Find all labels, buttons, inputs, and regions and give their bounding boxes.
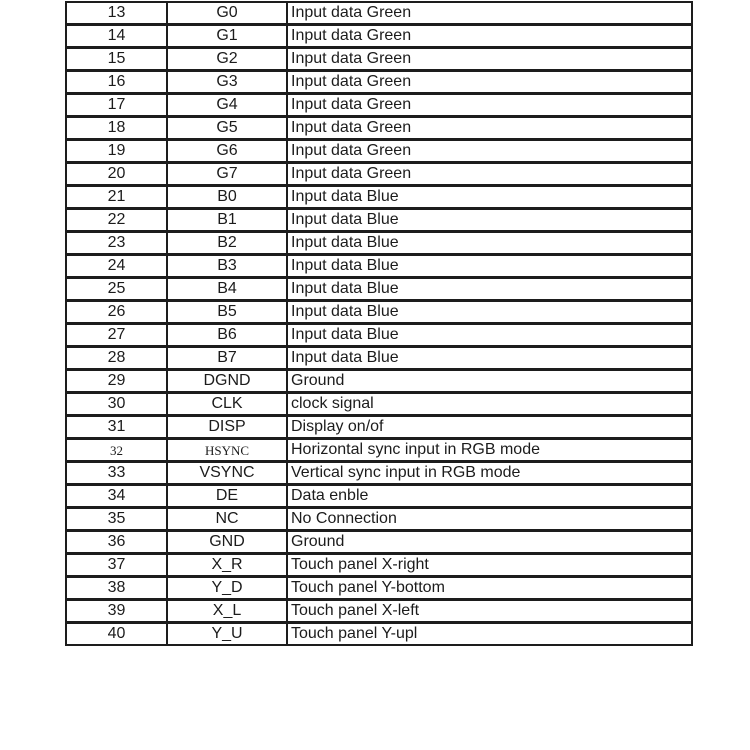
pin-description-cell: Input data Blue	[291, 303, 399, 320]
pin-description-cell: Input data Green	[291, 73, 412, 90]
pin-description-cell: Input data Green	[291, 27, 412, 44]
pin-number-cell: 40	[67, 624, 168, 644]
pin-symbol-cell: VSYNC	[168, 463, 288, 483]
pin-symbol-cell: CLK	[168, 394, 288, 414]
pin-description-cell: Touch panel Y-upl	[291, 625, 418, 642]
table-row	[65, 507, 693, 531]
table-row	[65, 185, 693, 209]
pin-symbol-cell: GND	[168, 532, 288, 552]
pin-symbol-cell: G1	[168, 26, 288, 46]
pin-description-cell: Input data Blue	[291, 211, 399, 228]
pin-symbol-cell: G6	[168, 141, 288, 161]
pin-number-cell: 30	[67, 394, 168, 414]
table-row	[65, 162, 693, 186]
pin-symbol-cell: G5	[168, 118, 288, 138]
pin-description-cell: Input data Green	[291, 96, 412, 113]
pin-description-cell: Touch panel Y-bottom	[291, 579, 445, 596]
pin-symbol-cell: X_L	[168, 601, 288, 621]
table-row	[65, 24, 693, 48]
pin-symbol-cell: G7	[168, 164, 288, 184]
table-row	[65, 1, 693, 25]
pin-description-cell: Touch panel X-left	[291, 602, 420, 619]
table-row	[65, 116, 693, 140]
pin-symbol-cell: B5	[168, 302, 288, 322]
table-row	[65, 254, 693, 278]
table-row	[65, 415, 693, 439]
pin-symbol-cell: DGND	[168, 371, 288, 391]
pin-symbol-cell: Y_U	[168, 624, 288, 644]
table-row	[65, 208, 693, 232]
pin-symbol-cell: B6	[168, 325, 288, 345]
pin-number-cell: 35	[67, 509, 168, 529]
pin-description-cell: Input data Green	[291, 142, 412, 159]
pin-number-cell: 21	[67, 187, 168, 207]
pin-number-cell: 17	[67, 95, 168, 115]
pin-number-cell: 27	[67, 325, 168, 345]
pin-description-cell: Display on/of	[291, 418, 384, 435]
pin-number-cell: 18	[67, 118, 168, 138]
pin-description-cell: Ground	[291, 372, 345, 389]
pin-number-cell: 20	[67, 164, 168, 184]
pin-symbol-cell: DISP	[168, 417, 288, 437]
pin-number-cell: 13	[67, 3, 168, 23]
pin-number-cell: 28	[67, 348, 168, 368]
pin-symbol-cell: NC	[168, 509, 288, 529]
pin-number-cell: 31	[67, 417, 168, 437]
pin-description-cell: Input data Green	[291, 4, 412, 21]
pin-number-cell: 25	[67, 279, 168, 299]
pin-symbol-cell: G3	[168, 72, 288, 92]
table-row	[65, 622, 693, 646]
pin-number-cell: 19	[67, 141, 168, 161]
pin-description-cell: Input data Green	[291, 165, 412, 182]
pin-symbol-cell: Y_D	[168, 578, 288, 598]
pin-symbol-cell: DE	[168, 486, 288, 506]
pin-description-cell: No Connection	[291, 510, 397, 527]
table-row	[65, 438, 693, 462]
pin-description-cell: Input data Green	[291, 119, 412, 136]
table-row	[65, 461, 693, 485]
table-row	[65, 47, 693, 71]
table-row	[65, 93, 693, 117]
pin-number-cell: 36	[67, 532, 168, 552]
pin-number-cell: 34	[67, 486, 168, 506]
pin-symbol-cell: G0	[168, 3, 288, 23]
table-row	[65, 392, 693, 416]
pin-description-cell: Input data Blue	[291, 280, 399, 297]
pin-description-cell: Input data Blue	[291, 234, 399, 251]
pin-description-cell: clock signal	[291, 395, 374, 412]
pin-description-cell: Touch panel X-right	[291, 556, 429, 573]
pin-symbol-cell: B4	[168, 279, 288, 299]
pin-symbol-cell: B7	[168, 348, 288, 368]
table-row	[65, 346, 693, 370]
pin-number-cell: 26	[67, 302, 168, 322]
table-row	[65, 530, 693, 554]
pin-symbol-cell: B1	[168, 210, 288, 230]
table-row	[65, 369, 693, 393]
pin-description-cell: Input data Blue	[291, 257, 399, 274]
pin-number-cell: 37	[67, 555, 168, 575]
table-row	[65, 484, 693, 508]
table-row	[65, 277, 693, 301]
pin-number-cell: 39	[67, 601, 168, 621]
pin-number-cell: 15	[67, 49, 168, 69]
pin-symbol-cell: B3	[168, 256, 288, 276]
pin-number-cell: 24	[67, 256, 168, 276]
table-row	[65, 70, 693, 94]
pin-symbol-cell: G2	[168, 49, 288, 69]
pin-description-cell: Horizontal sync input in RGB mode	[291, 441, 540, 458]
pin-symbol-cell: B2	[168, 233, 288, 253]
pin-description-cell: Input data Blue	[291, 326, 399, 343]
table-row	[65, 231, 693, 255]
pin-number-cell: 38	[67, 578, 168, 598]
pin-number-cell: 29	[67, 371, 168, 391]
pin-number-cell: 22	[67, 210, 168, 230]
pin-description-cell: Input data Blue	[291, 349, 399, 366]
pin-description-cell: Data enble	[291, 487, 369, 504]
table-row	[65, 576, 693, 600]
pin-symbol-cell: B0	[168, 187, 288, 207]
pin-symbol-cell: X_R	[168, 555, 288, 575]
pin-number-cell: 16	[67, 72, 168, 92]
pin-number-cell: 14	[67, 26, 168, 46]
pin-number-cell: 23	[67, 233, 168, 253]
pin-assignment-table	[65, 1, 693, 646]
table-row	[65, 139, 693, 163]
table-row	[65, 553, 693, 577]
pin-description-cell: Ground	[291, 533, 345, 550]
pin-description-cell: Input data Blue	[291, 188, 399, 205]
table-row	[65, 323, 693, 347]
pin-description-cell: Vertical sync input in RGB mode	[291, 464, 521, 481]
pin-description-cell: Input data Green	[291, 50, 412, 67]
table-row	[65, 300, 693, 324]
table-row	[65, 599, 693, 623]
pin-symbol-cell: HSYNC	[168, 440, 288, 460]
pin-number-cell: 33	[67, 463, 168, 483]
pin-number-cell: 32	[67, 440, 168, 460]
pin-symbol-cell: G4	[168, 95, 288, 115]
